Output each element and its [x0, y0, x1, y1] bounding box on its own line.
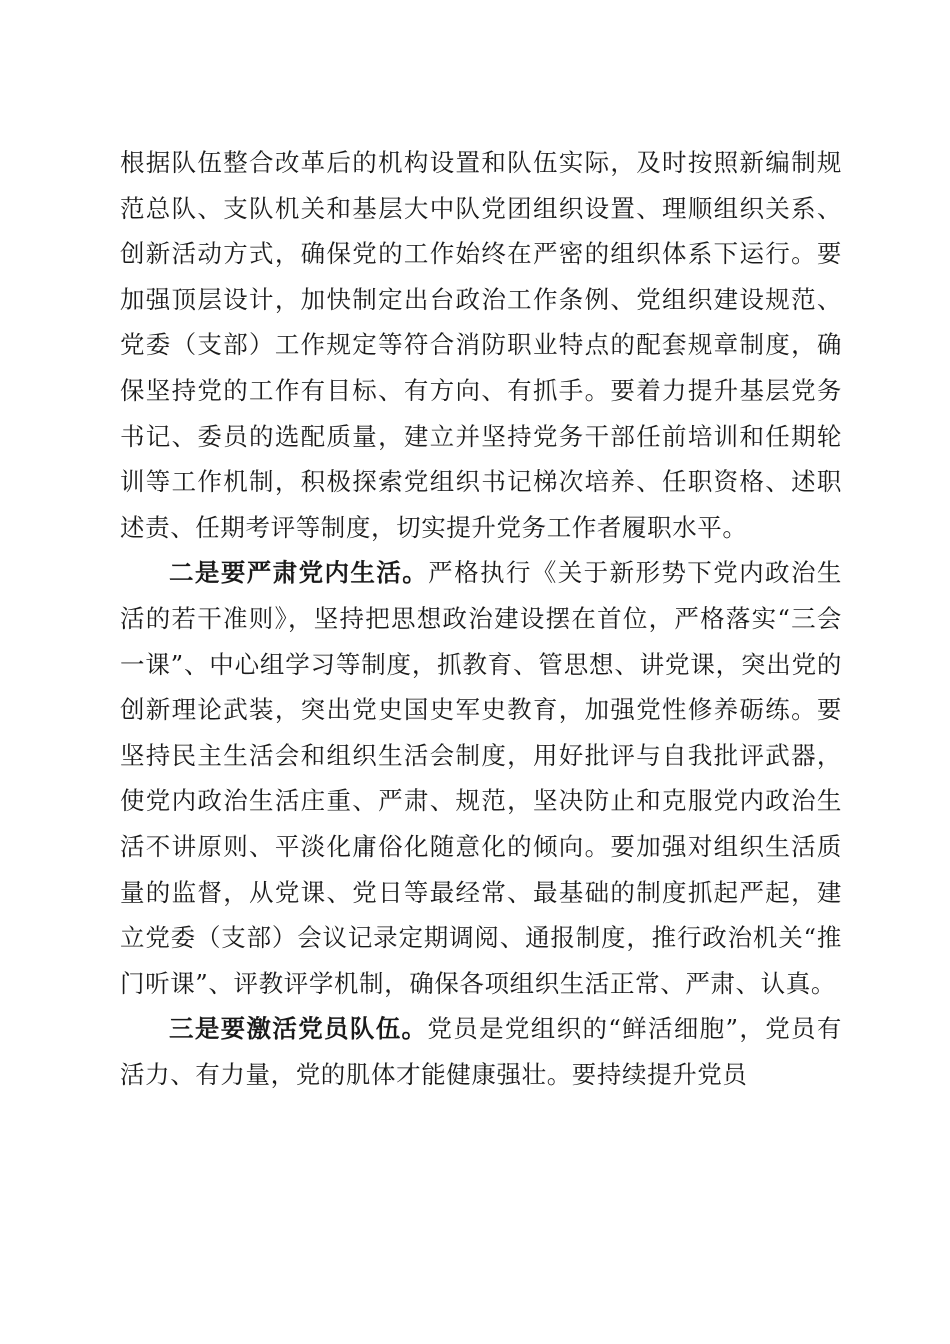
paragraph-text: 根据队伍整合改革后的机构设置和队伍实际，及时按照新编制规范总队、支队机关和基层大中队党团组织设置、理顺组织关系、创新活动方式，确保党的工作始终在严密的组织体系下运行。要加强顶层设计，加快制定出台政治工作条例、党组织建设规范、党委（支部）工作规定等符合消防职业特点的配套规章制度，确保坚持党的工作有目标、有方向、有抓手。要着力提升基层党务书记、委员的选配质量，建立并坚持党务干部任前培训和任期轮训等工作机制，积极探索党组织书记梯次培养、任职资格、述职述责、任期考评等制度，切实提升党务工作者履职水平。 — [120, 148, 842, 542]
paragraph-text: 严格执行《关于新形势下党内政治生活的若干准则》，坚持把思想政治建设摆在首位，严格落实“三会一课”、中心组学习等制度，抓教育、管思想、讲党课，突出党的创新理论武装，突出党史国史军史教育，加强党性修养砺练。要坚持民主生活会和组织生活会制度，用好批评与自我批评武器，使党内政治生活庄重、严肃、规范，坚决防止和克服党内政治生活不讲原则、平淡化庸俗化随意化的倾向。要加强对组织生活质量的监督，从党课、党日等最经常、最基础的制度抓起严起，建立党委（支部）会议记录定期调阅、通报制度，推行政治机关“推门听课”、评教评学机制，确保各项组织生活正常、严肃、认真。 — [120, 558, 842, 998]
paragraph-strict-party-life — [120, 550, 842, 1006]
paragraph-text: 党员是党组织的“鲜活细胞”，党员有活力、有力量，党的肌体才能健康强壮。要持续提升党员 — [120, 1014, 843, 1089]
paragraph-activate-members — [120, 1006, 842, 1097]
document-body — [120, 140, 842, 1097]
paragraph-continuation — [120, 140, 842, 550]
paragraph-lead: 二是要严肃党内生活。 — [169, 558, 429, 588]
paragraph-lead: 三是要激活党员队伍。 — [169, 1014, 428, 1044]
